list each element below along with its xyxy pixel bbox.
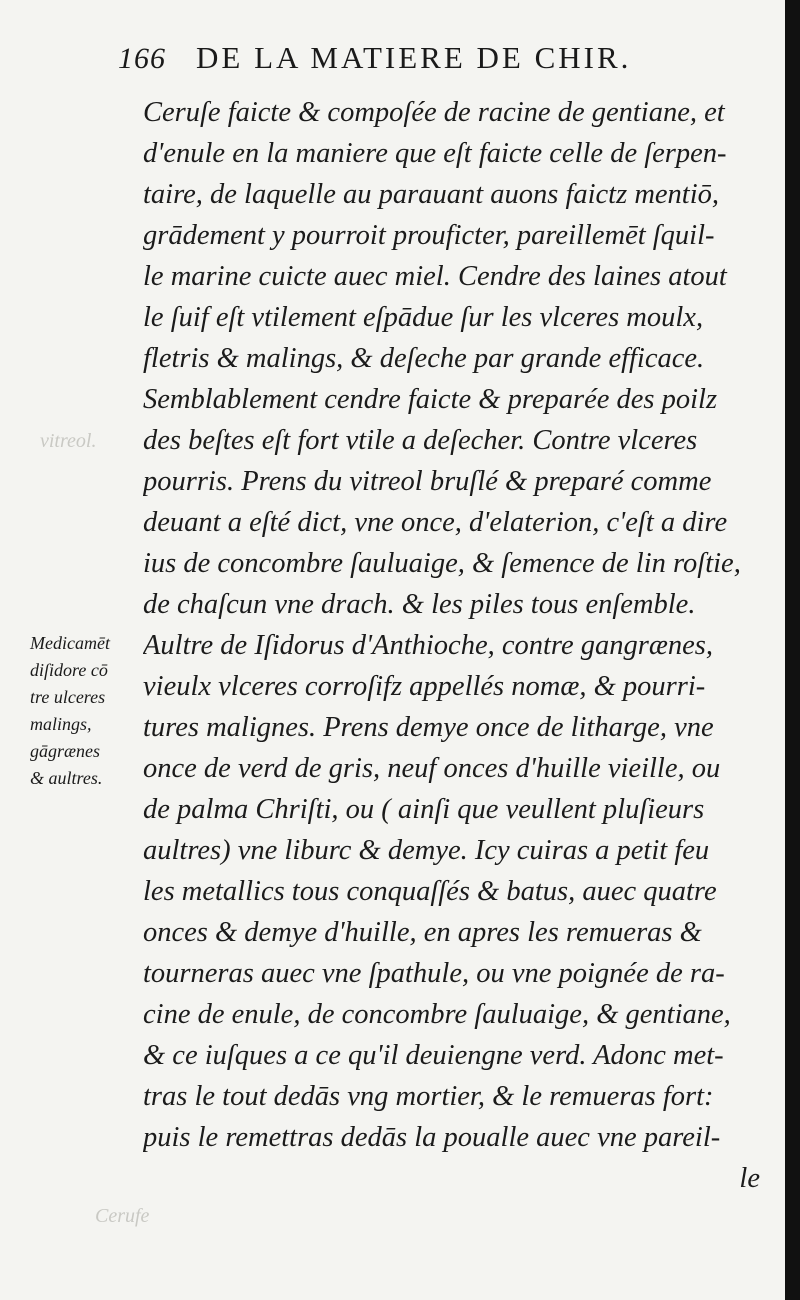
text-line: fletris & malings, & deſeche par grande efficace. <box>143 343 705 374</box>
text-line: Ceruſe faicte & compoſée de racine de gentiane, et <box>143 97 725 128</box>
text-line: Aultre de Iſidorus d'Anthioche, contre gangrænes, <box>143 630 713 661</box>
text-line: de palma Chriſti, ou ( ainſi que veullent pluſieurs <box>143 794 705 825</box>
text-line: tourneras auec vne ſpathule, ou vne poignée de ra- <box>143 958 725 989</box>
text-line: & ce iuſques a ce qu'il deuiengne verd. Adonc met- <box>143 1040 724 1071</box>
margin-note <box>30 630 142 792</box>
text-line: vieulx vlceres corroſifz appellés nomæ, & pourri- <box>143 671 706 702</box>
margin-note-line: diſidore cō <box>30 660 108 680</box>
running-head <box>118 40 765 76</box>
body-text <box>143 92 768 1199</box>
text-line: onces & demye d'huille, en apres les remueras & <box>143 917 702 948</box>
text-line: aultres) vne liburc & demye. Icy cuiras a petit feu <box>143 835 710 866</box>
text-line: le <box>739 1163 760 1194</box>
text-line: d'enule en la maniere que eſt faicte celle de ſerpen- <box>143 138 727 169</box>
text-line: ius de concombre ſauluaige, & ſemence de lin roſtie, <box>143 548 741 579</box>
text-line: Semblablement cendre faicte & preparée des poilz <box>143 384 718 415</box>
running-title: DE LA MATIERE DE CHIR. <box>196 40 632 75</box>
margin-note-line: gāgrænes <box>30 741 101 761</box>
text-line: pourris. Prens du vitreol bruſlé & preparé comme <box>143 466 712 497</box>
margin-note-line: tre ulceres <box>30 687 106 707</box>
text-line: deuant a eſté dict, vne once, d'elaterion, c'eſt a dire <box>143 507 728 538</box>
show-through-text: vitreol. <box>40 430 97 452</box>
text-line: cine de enule, de concombre ſauluaige, & gentiane, <box>143 999 731 1030</box>
text-line: le marine cuicte auec miel. Cendre des laines atout <box>143 261 727 292</box>
text-line: puis le remettras dedās la poualle auec vne pareil- <box>143 1122 721 1153</box>
text-line: les metallics tous conquaſſés & batus, auec quatre <box>143 876 717 907</box>
text-line: once de verd de gris, neuf onces d'huille vieille, ou <box>143 753 721 784</box>
text-line: de chaſcun vne drach. & les piles tous enſemble. <box>143 589 696 620</box>
text-line: taire, de laquelle au parauant auons faictz mentiō, <box>143 179 720 210</box>
scan-edge <box>785 0 800 1300</box>
text-line: tras le tout dedās vng mortier, & le remueras fort: <box>143 1081 714 1112</box>
margin-note-line: malings, <box>30 714 92 734</box>
text-line: des beſtes eſt fort vtile a deſecher. Contre vlceres <box>143 425 698 456</box>
text-line: le ſuif eſt vtilement eſpādue ſur les vlceres moulx, <box>143 302 704 333</box>
text-line: grādement y pourroit prouficter, pareillemēt ſquil- <box>143 220 715 251</box>
page-number: 166 <box>118 42 166 75</box>
margin-note-line: Medicamēt <box>30 633 110 653</box>
margin-note-line: & aultres. <box>30 768 103 788</box>
show-through-text: Cerufe <box>95 1205 150 1227</box>
text-line: tures malignes. Prens demye once de litharge, vne <box>143 712 714 743</box>
